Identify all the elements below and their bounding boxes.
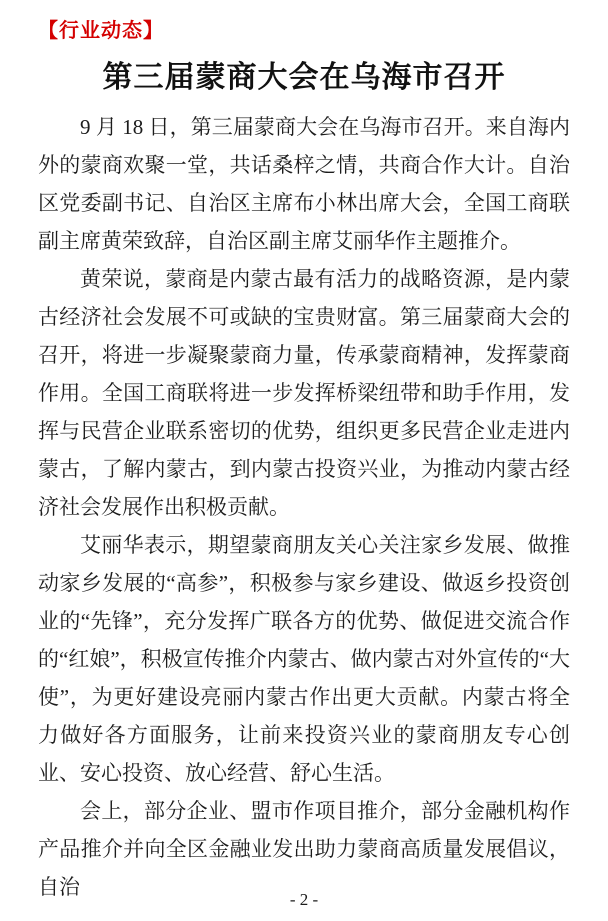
page-number: - 2 -	[289, 890, 319, 909]
article-paragraph: 黄荣说，蒙商是内蒙古最有活力的战略资源，是内蒙古经济社会发展不可或缺的宝贵财富。第三届蒙商大会的召开，将进一步凝聚蒙商力量，传承蒙商精神，发挥蒙商作用。全国工商联将进一步发挥桥梁纽带和助手作用，发挥与民营企业联系密切的优势，组织更多民营企业走进内蒙古，了解内蒙古，到内蒙古投资兴业，为推动内蒙古经济社会发展作出积极贡献。	[38, 267, 570, 519]
article-body	[38, 108, 570, 906]
article-paragraph: 会上，部分企业、盟市作项目推介，部分金融机构作产品推介并向全区金融业发出助力蒙商高质量发展倡议，自治	[38, 799, 570, 899]
article-paragraph: 艾丽华表示，期望蒙商朋友关心关注家乡发展、做推动家乡发展的“高参”，积极参与家乡建设、做返乡投资创业的“先锋”，充分发挥广联各方的优势、做促进交流合作的“红娘”，积极宣传推介内蒙古、做内蒙古对外宣传的“大使”，为更好建设亮丽内蒙古作出更大贡献。内蒙古将全力做好各方面服务，让前来投资兴业的蒙商朋友专心创业、安心投资、放心经营、舒心生活。	[38, 533, 570, 785]
article-title: 第三届蒙商大会在乌海市召开	[102, 61, 506, 94]
section-header: 【行业动态】	[38, 20, 164, 42]
article-paragraph: 9 月 18 日，第三届蒙商大会在乌海市召开。来自海内外的蒙商欢聚一堂，共话桑梓之情，共商合作大计。自治区党委副书记、自治区主席布小林出席大会，全国工商联副主席黄荣致辞，自治区副主席艾丽华作主题推介。	[38, 115, 570, 253]
